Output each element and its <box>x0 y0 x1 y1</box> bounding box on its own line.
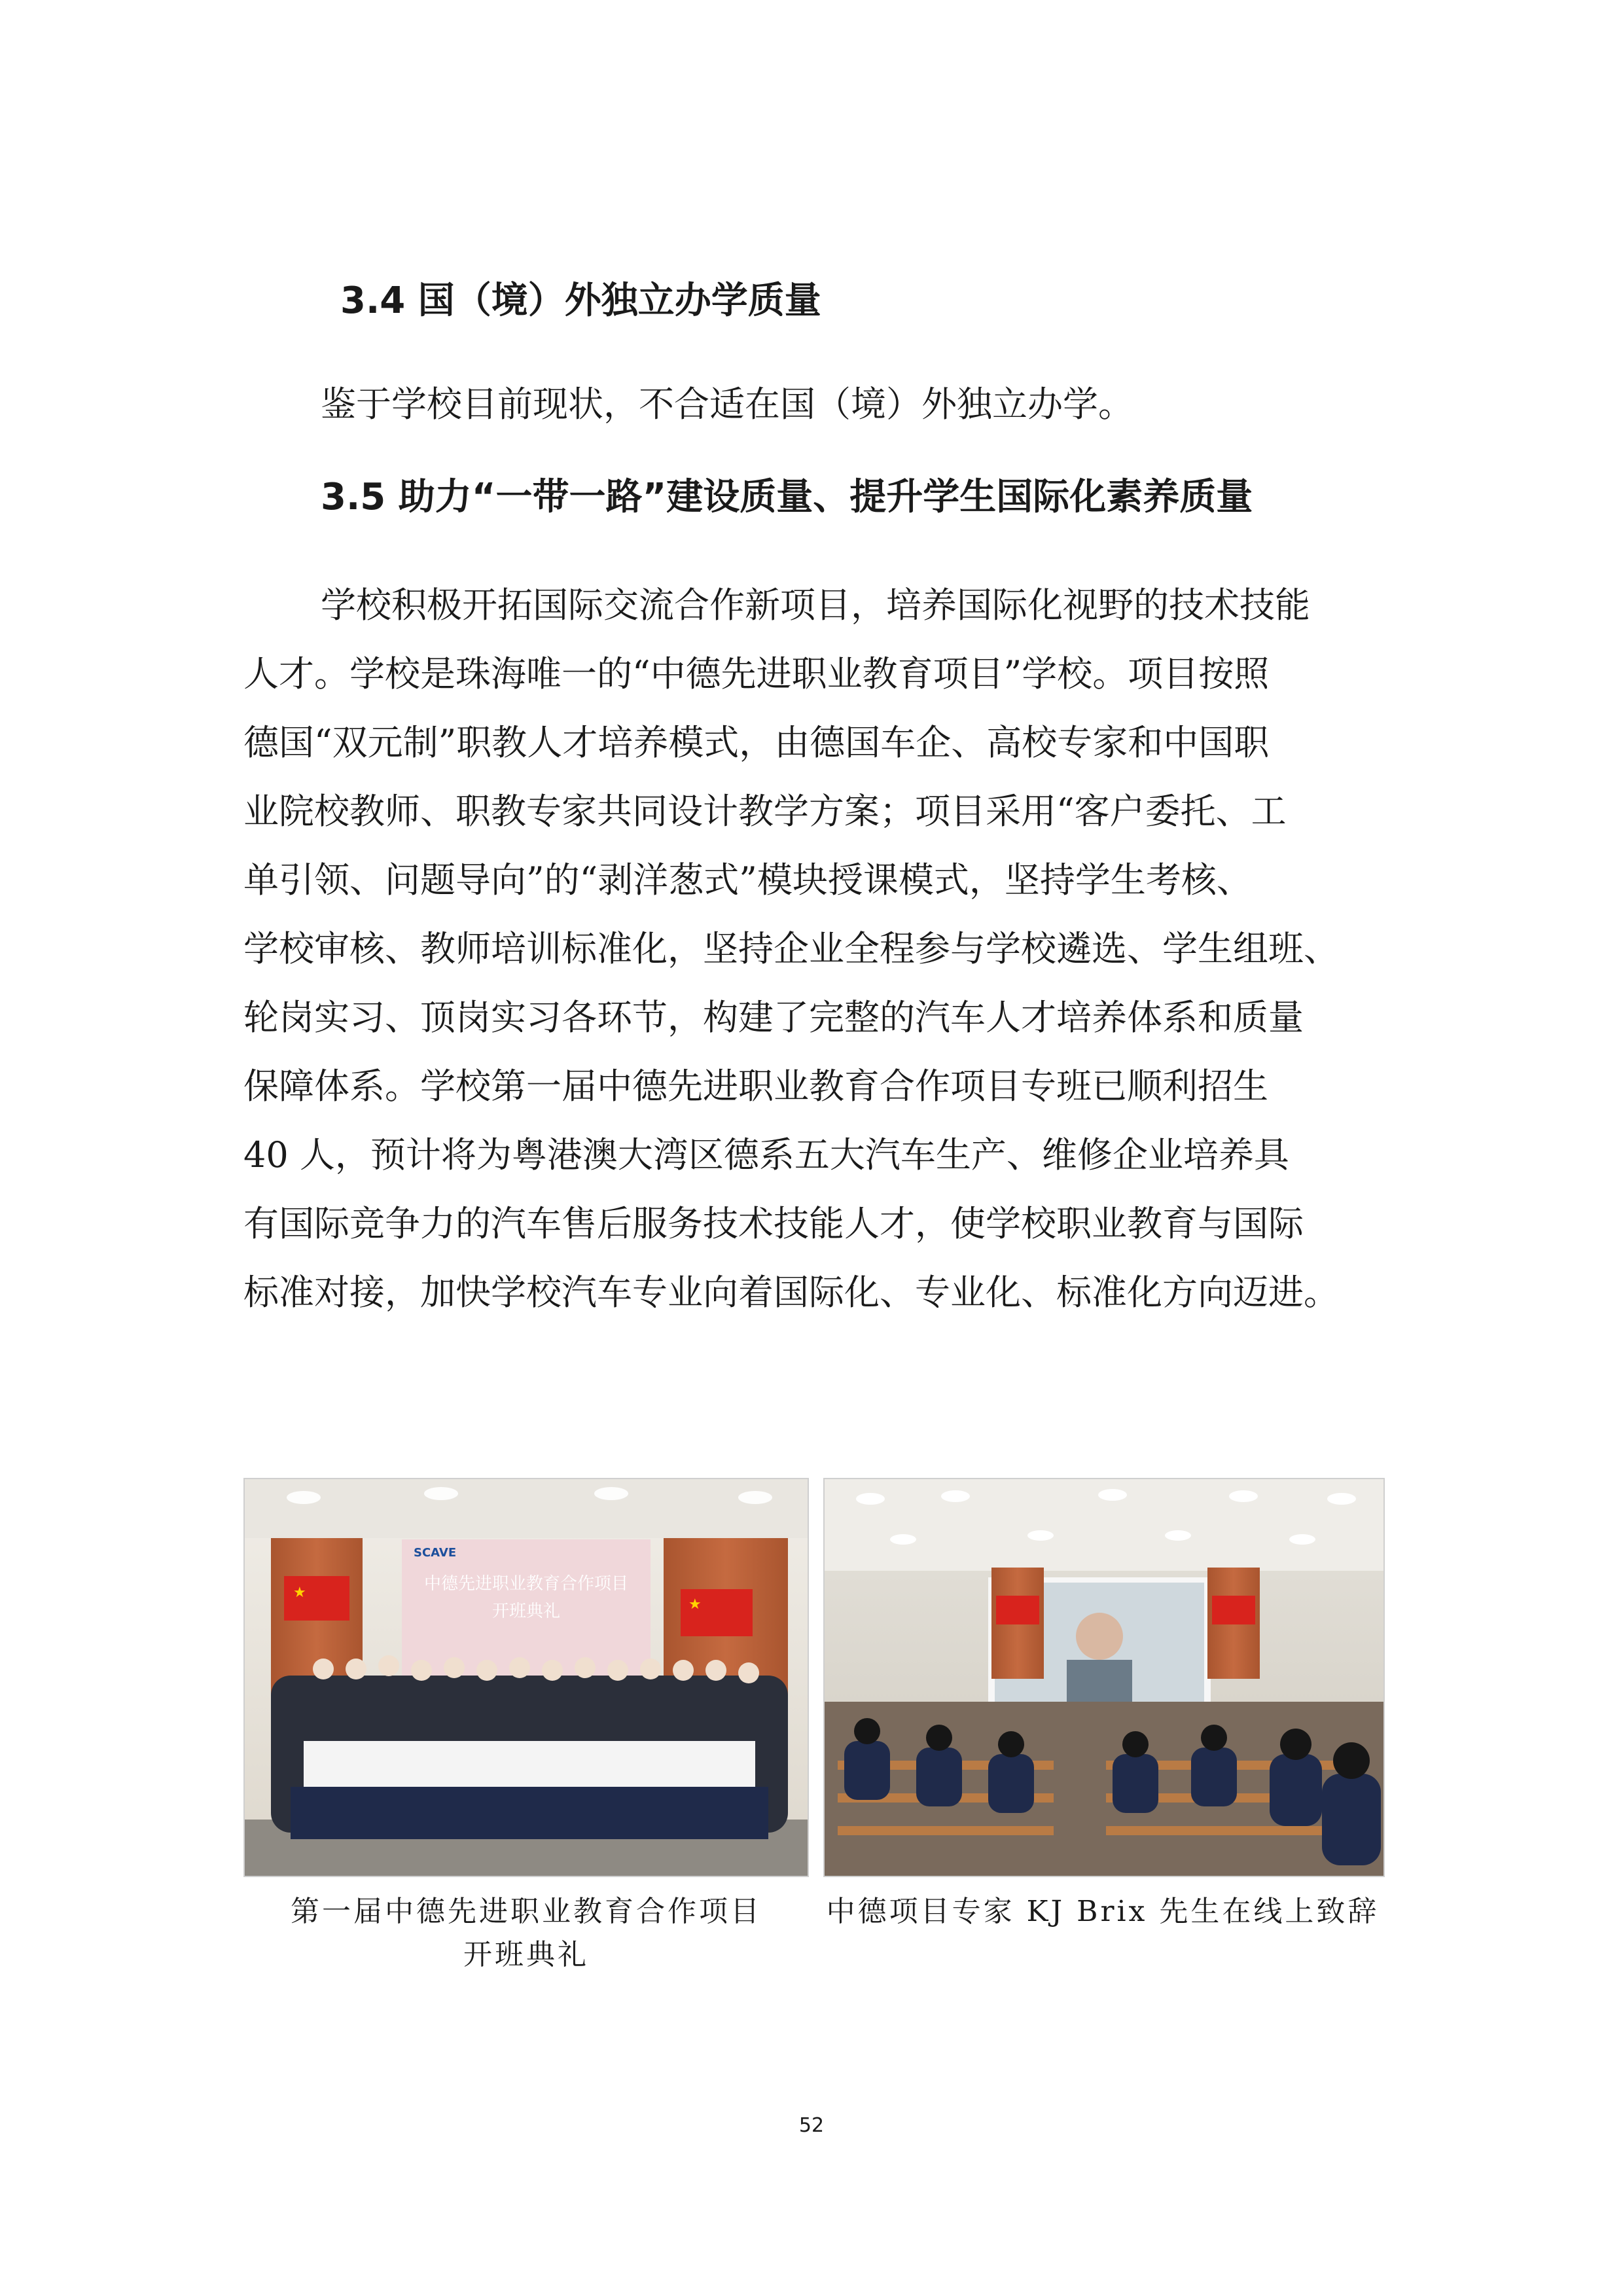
body-line: 人才。学校是珠海唯一的“中德先进职业教育项目”学校。项目按照 <box>243 653 1270 694</box>
screen-logo-text: SCAVE <box>414 1546 457 1560</box>
body-line: 有国际竞争力的汽车售后服务技术技能人才，使学校职业教育与国际 <box>243 1203 1304 1244</box>
left-caption-line1: 第一届中德先进职业教育合作项目 <box>291 1895 762 1928</box>
svg-text:★: ★ <box>688 1596 702 1613</box>
body-line: 德国“双元制”职教人才培养模式，由德国车企、高校专家和中国职 <box>243 722 1270 763</box>
page-number: 52 <box>798 2114 825 2137</box>
body-line: 学校审核、教师培训标准化，坚持企业全程参与学校遴选、学生组班、 <box>243 928 1339 969</box>
screen-title-line2: 开班典礼 <box>491 1602 561 1621</box>
body-line: 40 人，预计将为粤港澳大湾区德系五大汽车生产、维修企业培养具 <box>243 1134 1289 1175</box>
body-line: 学校积极开拓国际交流合作新项目，培养国际化视野的技术技能 <box>321 584 1310 626</box>
body-line: 业院校教师、职教专家共同设计教学方案；项目采用“客户委托、工 <box>243 791 1287 832</box>
section-3-4-paragraph: 鉴于学校目前现状，不合适在国（境）外独立办学。 <box>321 384 1133 425</box>
online-speech-photo <box>823 1478 1385 1877</box>
section-3-5-heading: 3.5 助力“一带一路”建设质量、提升学生国际化素养质量 <box>321 476 1253 518</box>
right-photo-caption: 中德项目专家 KJ Brix 先生在线上致辞 <box>826 1895 1380 1928</box>
left-photo-caption <box>243 1890 809 1977</box>
body-line: 单引领、问题导向”的“剥洋葱式”模块授课模式，坚持学生考核、 <box>243 859 1252 901</box>
body-line: 标准对接，加快学校汽车专业向着国际化、专业化、标准化方向迈进。 <box>243 1272 1339 1313</box>
section-3-5-body <box>243 571 1382 1327</box>
svg-text:★: ★ <box>293 1585 306 1601</box>
body-line: 保障体系。学校第一届中德先进职业教育合作项目专班已顺利招生 <box>243 1066 1268 1107</box>
section-3-4-heading: 3.4 国（境）外独立办学质量 <box>340 279 821 322</box>
body-line: 轮岗实习、顶岗实习各环节，构建了完整的汽车人才培养体系和质量 <box>243 997 1304 1038</box>
screen-title-line1: 中德先进职业教育合作项目 <box>423 1574 629 1594</box>
left-caption-line2: 开班典礼 <box>463 1938 589 1971</box>
opening-ceremony-photo <box>243 1478 809 1877</box>
